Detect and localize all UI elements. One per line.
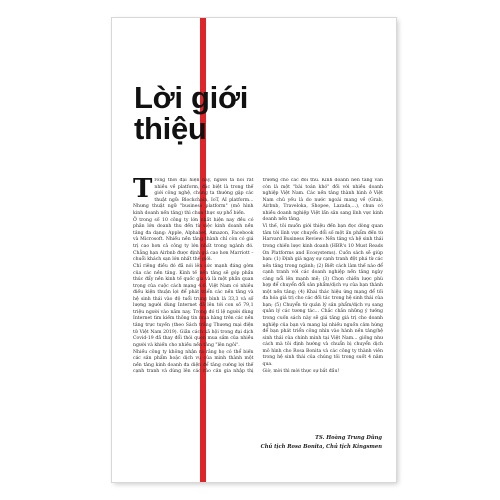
paragraph: Trong thời đại hiện nay, người ta nói rất nhiều về platform, đặc biệt là trong thế giới công nghệ, chúng ta thường gặp các thuật ngữ: Blockchain, IoT, AI platform... Nhưng thuật ngữ "business platform" (mô hình kinh doanh nền tảng) thì chưa thực sự phổ biến. [133, 178, 254, 216]
paragraph: Chỉ riêng điều đó đã nói lên sức mạnh đáng gờm của các nền tảng. Kinh tế nền tảng sẽ góp phần thúc đẩy nền kinh tế quốc gia và là một phần quan trọng của cuộc cách mạng 4.0. Việt Nam có nhiều điều kiện thuận lợi để phát triển các nền tảng và hệ sinh thái vào độ tuổi trung bình là 33,3 và số lượng người dùng Internet đã lên tới con số 79,1 triệu người vào năm nay. Trong đó tỉ lệ người dùng Internet tìm kiếm thông tin mua hàng trên các nền tảng trực tuyến (theo Sách trắng Thương mại điện tử Việt Nam 2019). Giãn cách xã hội trong đại dịch Covid-19 đã thay đổi thói quen mua sắm của nhiều người và khiến cho nhiều nền tảng "lên ngôi". [133, 264, 254, 348]
paragraph: Nhiều công ty không nhận ra rằng họ có thể biến các sản phẩm hoặc dịch vụ của mình thành một nền tảng kinh doanh đa diện để tăng cường lợi thế cạnh tranh và dùng lên các rào cản gia nhập thị trường cho các đối thủ. Kinh doanh nền tảng vẫn còn là một "bài toán khó" đối với nhiều doanh nghiệp Việt Nam. Các nền tảng thành hình ở Việt Nam chủ yếu là do nước ngoài mang về (Grab, Airbnb, Traveloka, Shopee, Lazada,...), chưa có nhiều doanh nghiệp Việt lấn sân sang lĩnh vực kinh doanh nền tảng. [133, 178, 383, 375]
signature-name: TS. Hoàng Trung Dũng [315, 435, 382, 441]
title-line-2: thiệu [134, 111, 207, 146]
book-page [112, 18, 396, 482]
paragraph: Ở trong số 10 công ty lớn nhất hiện nay đều có phân lớn doanh thu đến từ việc kinh doanh nền tảng đa dạng: Apple, Alphabet, Amazon, Facebook và Microsoft. Nhiều nền tảng thành chỉ còn có giá trị cao hơn cả công ty lớn nhất trong ngành đó. Chẳng hạn Airbnb được định giá cao hơn Marriott – chuỗi khách sạn lớn nhất thế giới. [133, 217, 254, 263]
paragraph: Giờ, mời thì mời thực sự bắt đầu! [262, 368, 340, 374]
paragraph: Vì thế, tôi muốn giới thiệu đến bạn đọc dòng quan tâm tới lĩnh vực chuyển đổi số một ấn phẩm đến từ Harvard Business Review: Nền tảng và hệ sinh thái trong chiến lược kinh doanh (HBR's 10 Must Reads On Platforms and Ecosystems). Cuốn sách sẽ giúp bạn: (1) Định giá ngay sự cạnh tranh đột phá từ các nền tảng trong ngành; (2) Biết cách làm thế nào để cạnh tranh với các doanh nghiệp nền tảng ngày càng nổi lên mạnh mẽ; (3) Chọn chiến lược phù hợp để chuyển đổi sản phẩm/dịch vụ của bạn thành một nền tảng; (4) Khai thác hiệu ứng mạng để tối đa hóa giá trị cho các đối tác trong hệ sinh thái của bạn; (5) Chuyển từ quản lý sản phẩm/dịch vụ sang quản lý các tương tác... Chắc chắn những ý tưởng trong cuốn sách này sẽ giá tăng giá trị cho doanh nghiệp của bạn và mang lại nhiều nguồn cảm hứng để bạn phát triển công nhìn vào hành nền tảng/hệ sinh thái của chính mình tại Việt Nam... giống như cách mà tôi định hướng và chuẩn bị chuyển dịch mô hình cho Rosa Bonita và các công ty thành viên trong hệ sinh thái của chúng tôi trong suốt 4 năm qua. [262, 224, 383, 367]
body-text [133, 178, 383, 436]
dropcap: T [133, 178, 153, 204]
page-title [134, 82, 384, 144]
signature [182, 434, 382, 451]
signature-role: Chủ tịch Rosa Bonita, Chủ tịch Kingsmen [260, 443, 382, 450]
title-line-1: Lời giới [134, 80, 249, 115]
